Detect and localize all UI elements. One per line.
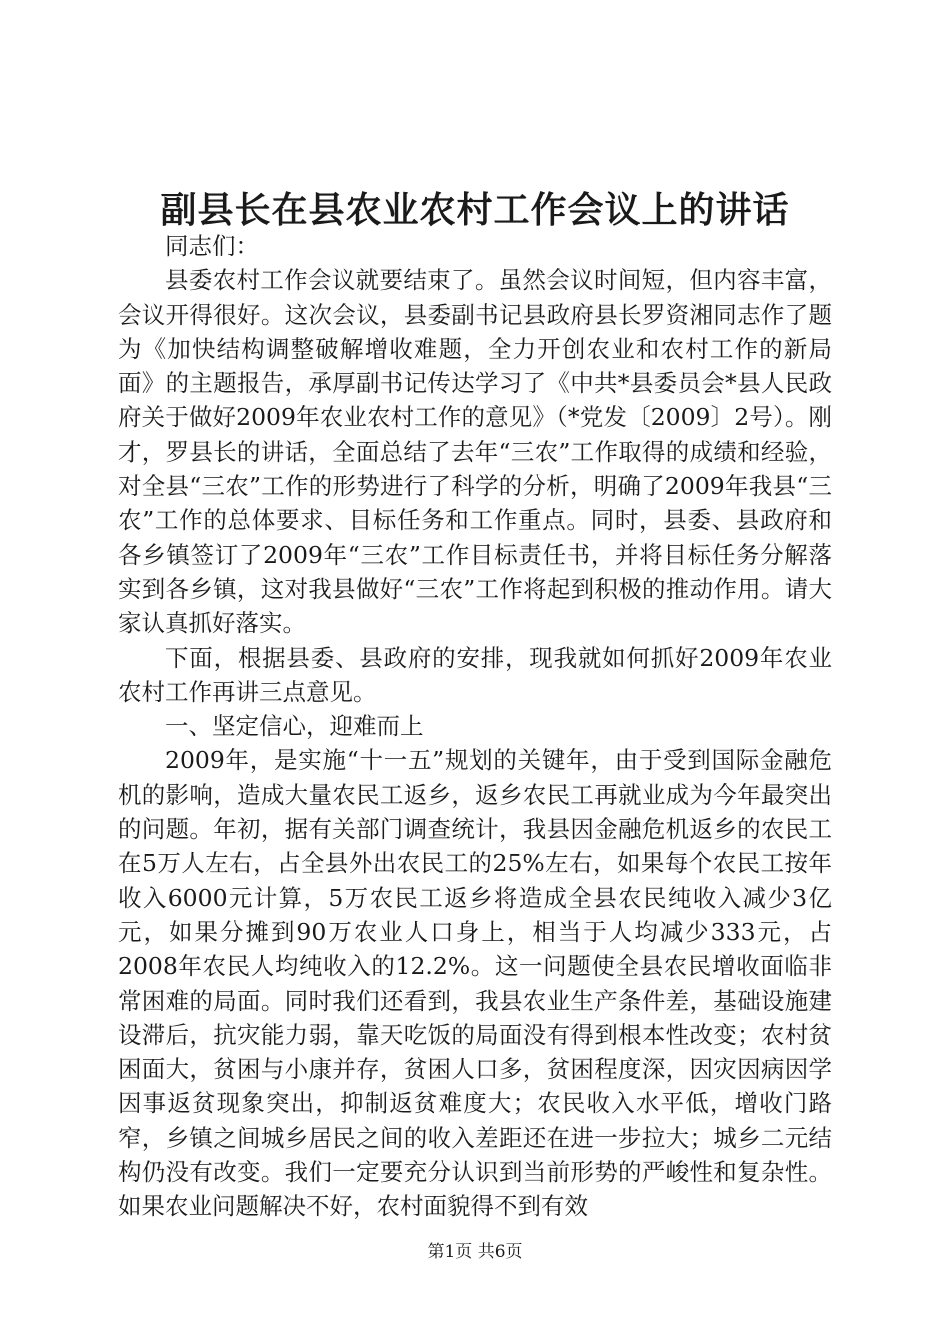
body-paragraph: 县委农村工作会议就要结束了。虽然会议时间短，但内容丰富，会议开得很好。这次会议，县委副书记县政府县长罗资湘同志作了题为《加快结构调整破解增收难题，全力开创农业和农村工作的新局面》的主题报告，承厚副书记传达学习了《中共*县委员会*县人民政府关于做好2009年农业农村工作的意见》（*党发〔2009〕2号）。刚才，罗县长的讲话，全面总结了去年“三农”工作取得的成绩和经验，对全县“三农”工作的形势进行了科学的分析，明确了2009年我县“三农”工作的总体要求、目标任务和工作重点。同时，县委、县政府和各乡镇签订了2009年“三农”工作目标责任书，并将目标任务分解落实到各乡镇，这对我县做好“三农”工作将起到积极的推动作用。请大家认真抓好落实。 [118, 266, 832, 638]
page-footer: 第1页 共6页 [427, 1242, 523, 1262]
body-paragraph: 下面，根据县委、县政府的安排，现我就如何抓好2009年农业农村工作再讲三点意见。 [118, 643, 832, 706]
document-body [118, 229, 832, 1224]
salutation-paragraph: 同志们： [165, 232, 259, 260]
body-paragraph: 2009年，是实施“十一五”规划的关键年，由于受到国际金融危机的影响，造成大量农民工返乡，返乡农民工再就业成为今年最突出的问题。年初，据有关部门调查统计，我县因金融危机返乡的农民工在5万人左右，占全县外出农民工的25%左右，如果每个农民工按年收入6000元计算，5万农民工返乡将造成全县农民纯收入减少3亿元，如果分摊到90万农业人口身上，相当于人均减少333元，占2008年农民人均纯收入的12.2%。这一问题使全县农民增收面临非常困难的局面。同时我们还看到，我县农业生产条件差，基础设施建设滞后，抗灾能力弱，靠天吃饭的局面没有得到根本性改变；农村贫困面大，贫困与小康并存，贫困人口多，贫困程度深，因灾因病因学因事返贫现象突出，抑制返贫难度大；农民收入水平低，增收门路窄，乡镇之间城乡居民之间的收入差距还在进一步拉大；城乡二元结构仍没有改变。我们一定要充分认识到当前形势的严峻性和复杂性。如果农业问题解决不好，农村面貌得不到有效 [118, 746, 832, 1221]
document-title: 副县长在县农业农村工作会议上的讲话 [160, 189, 790, 231]
section-heading: 一、坚定信心，迎难而上 [165, 712, 424, 741]
